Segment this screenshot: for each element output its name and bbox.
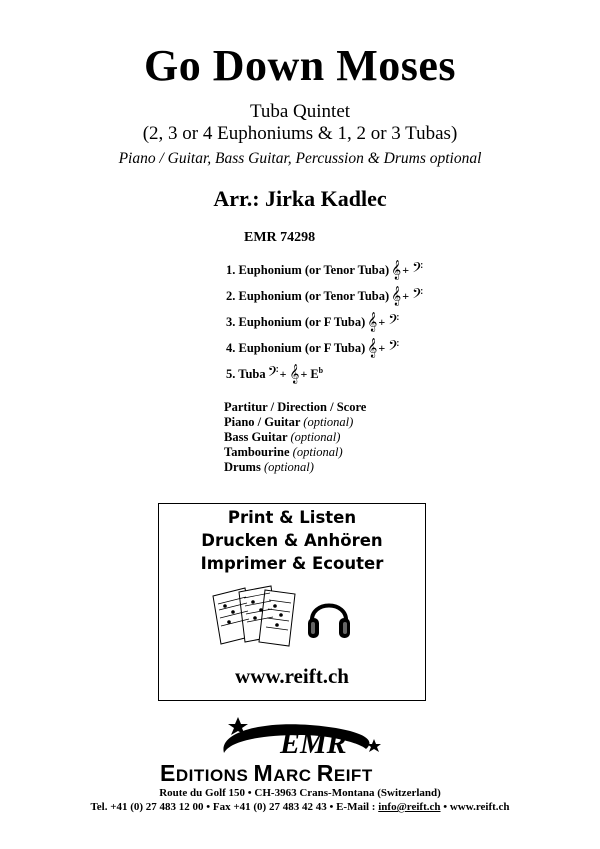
logo-initial: E	[160, 760, 176, 786]
sheet-music-icon	[209, 584, 299, 650]
publisher-address: Route du Golf 150 • CH-3963 Crans-Montana (Switzerland)	[159, 787, 441, 799]
bass-clef-icon: 𝄢	[388, 312, 400, 332]
svg-text:EMR: EMR	[280, 727, 347, 760]
catalog-number: EMR 74298	[244, 230, 316, 245]
arranger: Arr.: Jirka Kadlec	[213, 186, 387, 211]
treble-clef-icon: 𝄞	[289, 364, 300, 384]
treble-clef-icon: 𝄞	[367, 312, 378, 332]
extra-label: Partitur / Direction / Score	[224, 400, 367, 414]
extra-item	[224, 460, 314, 475]
part-label: 3. Euphonium (or F Tuba)	[226, 315, 366, 329]
extra-item	[224, 445, 343, 460]
part-label: 5. Tuba	[226, 367, 266, 381]
plus-sign: +	[402, 289, 410, 303]
part-label: 2. Euphonium (or Tenor Tuba)	[226, 289, 390, 303]
bass-clef-icon: 𝄢	[267, 364, 279, 384]
extra-label: Drums	[224, 460, 261, 474]
part-item	[226, 366, 323, 383]
plus-sign: +	[300, 367, 308, 381]
extra-item	[224, 415, 353, 430]
part-item	[226, 340, 399, 357]
promo-imprimer-ecouter: Imprimer & Ecouter	[200, 554, 384, 573]
plus-sign: +	[378, 341, 386, 355]
bass-clef-icon: 𝄢	[388, 338, 400, 358]
bass-clef-icon: 𝄢	[412, 286, 424, 306]
part-item	[226, 288, 423, 305]
headphones-icon	[305, 590, 353, 646]
promo-url[interactable]: www.reift.ch	[235, 664, 349, 688]
e-flat-label: $E^b$	[310, 366, 324, 382]
part-label: 1. Euphonium (or Tenor Tuba)	[226, 263, 390, 277]
treble-clef-icon: 𝄞	[367, 338, 378, 358]
subtitle: Tuba Quintet	[249, 101, 351, 122]
promo-print-listen: Print & Listen	[227, 508, 357, 527]
plus-sign: +	[279, 367, 287, 381]
bass-clef-icon: 𝄢	[412, 260, 424, 280]
promo-box	[158, 503, 426, 701]
extra-item	[224, 430, 340, 445]
extra-label: Piano / Guitar	[224, 415, 301, 429]
extra-label: Bass Guitar	[224, 430, 288, 444]
extra-item	[224, 400, 366, 415]
extra-optional: (optional)	[263, 460, 314, 474]
plus-sign: +	[378, 315, 386, 329]
instrumentation: (2, 3 or 4 Euphoniums & 1, 2 or 3 Tubas)	[142, 123, 458, 144]
promo-drucken-anhoren: Drucken & Anhören	[201, 531, 383, 550]
publisher-logo	[160, 715, 452, 787]
part-item	[226, 314, 399, 331]
extra-optional: (optional)	[290, 430, 341, 444]
optional-instruments: Piano / Guitar, Bass Guitar, Percussion & Drums optional	[118, 150, 482, 167]
part-item	[226, 262, 423, 279]
treble-clef-icon: 𝄞	[391, 286, 402, 306]
page-title: Go Down Moses	[143, 41, 457, 90]
part-label: 4. Euphonium (or F Tuba)	[226, 341, 366, 355]
extra-label: Tambourine	[224, 445, 290, 459]
extra-optional: (optional)	[303, 415, 354, 429]
extra-optional: (optional)	[292, 445, 343, 459]
treble-clef-icon: 𝄞	[391, 260, 402, 280]
svg-text:EDITIONS MARC REIFT: EDITIONS MARC REIFT	[160, 760, 373, 786]
plus-sign: +	[402, 263, 410, 277]
publisher-contact: Tel. +41 (0) 27 483 12 00 • Fax +41 (0) 27 483 42 43 • E-Mail : info@reift.ch • www.reift.ch	[90, 801, 510, 813]
email-link[interactable]: info@reift.ch	[378, 801, 441, 813]
